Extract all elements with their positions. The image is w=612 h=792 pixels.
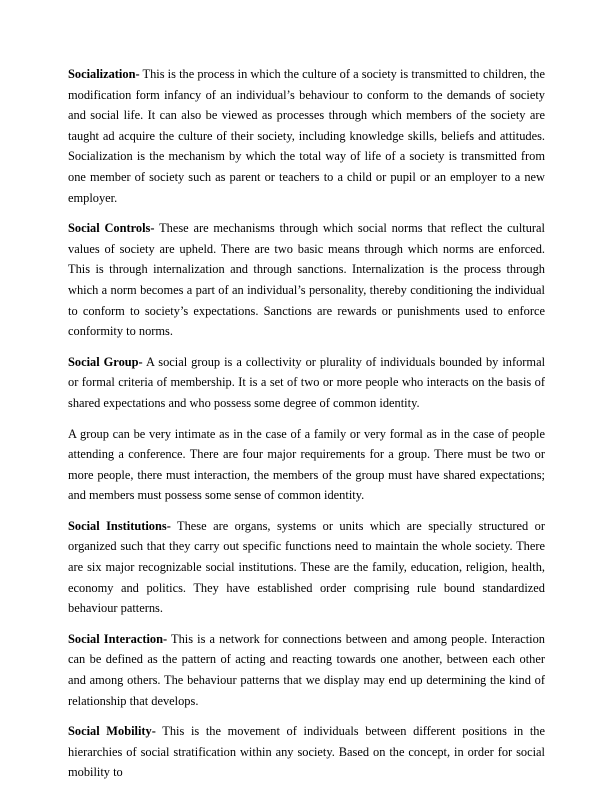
term-social-mobility: Social Mobility- xyxy=(68,724,156,739)
paragraph-text: These are organs, systems or units which are specially structured or organized such that they carry out specific functions need to maintain the whole society. There are six major recognizable social institutions. These are the family, education, religion, health, economy and politics. They have established order comprising rule bound standardized behaviour patterns. xyxy=(68,518,545,616)
term-social-institutions: Social Institutions- xyxy=(68,518,171,533)
term-social-group: Social Group- xyxy=(68,354,143,369)
paragraph-social-controls xyxy=(68,218,545,342)
paragraph-group-requirements xyxy=(68,424,545,506)
term-social-controls: Social Controls- xyxy=(68,221,155,236)
paragraph-social-institutions xyxy=(68,516,545,619)
paragraph-text: This is a network for connections between and among people. Interaction can be defined as the pattern of acting and reacting towards one another, between each other and among others. The behaviour patterns that we display may end up determining the kind of relationship that develops. xyxy=(68,631,545,708)
paragraph-text: A social group is a collectivity or plurality of individuals bounded by informal or formal criteria of membership. It is a set of two or more people who interacts on the basis of shared expectations and who possess some degree of common identity. xyxy=(68,354,546,410)
paragraph-social-mobility xyxy=(68,721,545,783)
paragraph-text: This is the movement of individuals between different positions in the hierarchies of social stratification within any society. Based on the concept, in order for social mobility to xyxy=(68,724,545,780)
paragraph-text: These are mechanisms through which social norms that reflect the cultural values of society are upheld. There are two basic means through which norms are enforced. This is through internalization and through sanctions. Internalization is the process through which a norm becomes a part of an individual’s personality, thereby conditioning the individual to conform to society’s expectations. Sanctions are rewards or punishments used to enforce conformity to norms. xyxy=(68,221,546,339)
paragraph-social-group xyxy=(68,352,545,414)
term-social-interaction: Social Interaction- xyxy=(68,631,168,646)
paragraph-socialization xyxy=(68,64,545,208)
paragraph-text: A group can be very intimate as in the case of a family or very formal as in the case of people attending a conference. There are four major requirements for a group. There must be two or more people, there must interaction, the members of the group must have shared expectations; and members must possess some sense of common identity. xyxy=(68,426,545,503)
term-socialization: Socialization- xyxy=(68,67,140,81)
paragraph-text: This is the process in which the culture of a society is transmitted to children, the modification form infancy of an individual’s behaviour to conform to the demands of society and social life. It can also be viewed as processes through which members of the society are taught ad acquire the culture of their society, including knowledge skills, beliefs and attitudes. Socialization is the mechanism by which the total way of life of a society is transmitted from one member of society such as parent or teachers to a child or pupil or an employer to a new employer. xyxy=(68,67,545,205)
paragraph-social-interaction xyxy=(68,629,545,711)
